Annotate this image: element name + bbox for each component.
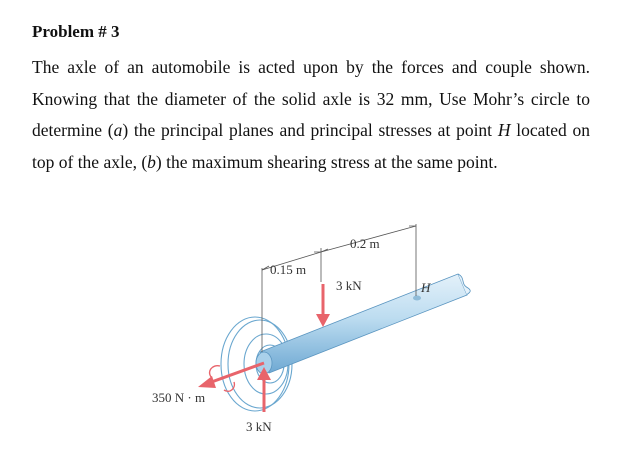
statement-part-3: located on top of the axle, (	[32, 120, 591, 172]
statement-part-4: ) the maximum shearing stress at the same point.	[155, 151, 498, 172]
axle-shaft	[256, 274, 470, 374]
force-top-arrow	[316, 284, 330, 327]
statement-part-a: a	[113, 120, 123, 140]
dim-015-label: 0.15 m	[270, 262, 307, 277]
force-bottom-label: 3 kN	[246, 419, 272, 434]
problem-statement	[32, 52, 590, 178]
force-bottom-arrow	[257, 367, 271, 412]
force-top-label: 3 kN	[336, 278, 362, 293]
problem-title: Problem # 3	[32, 22, 120, 41]
statement-part-h: H	[497, 120, 511, 140]
axle-figure	[140, 212, 490, 457]
couple-label: 350 N · m	[152, 390, 206, 405]
couple-arrow	[198, 363, 264, 391]
statement-part-2: ) the principal planes and principal stresses at point	[122, 120, 498, 140]
dim-02-label: 0.2 m	[350, 236, 380, 251]
statement-part-1: The axle of an automobile is acted upon by the forces and couple shown. Knowing that the diameter of the solid axle is 32 mm, Use Mohr’s circle to determine (	[32, 57, 590, 140]
point-h-label: H	[421, 280, 431, 295]
point-h-marker	[413, 296, 421, 301]
statement-part-b: b	[147, 151, 156, 172]
